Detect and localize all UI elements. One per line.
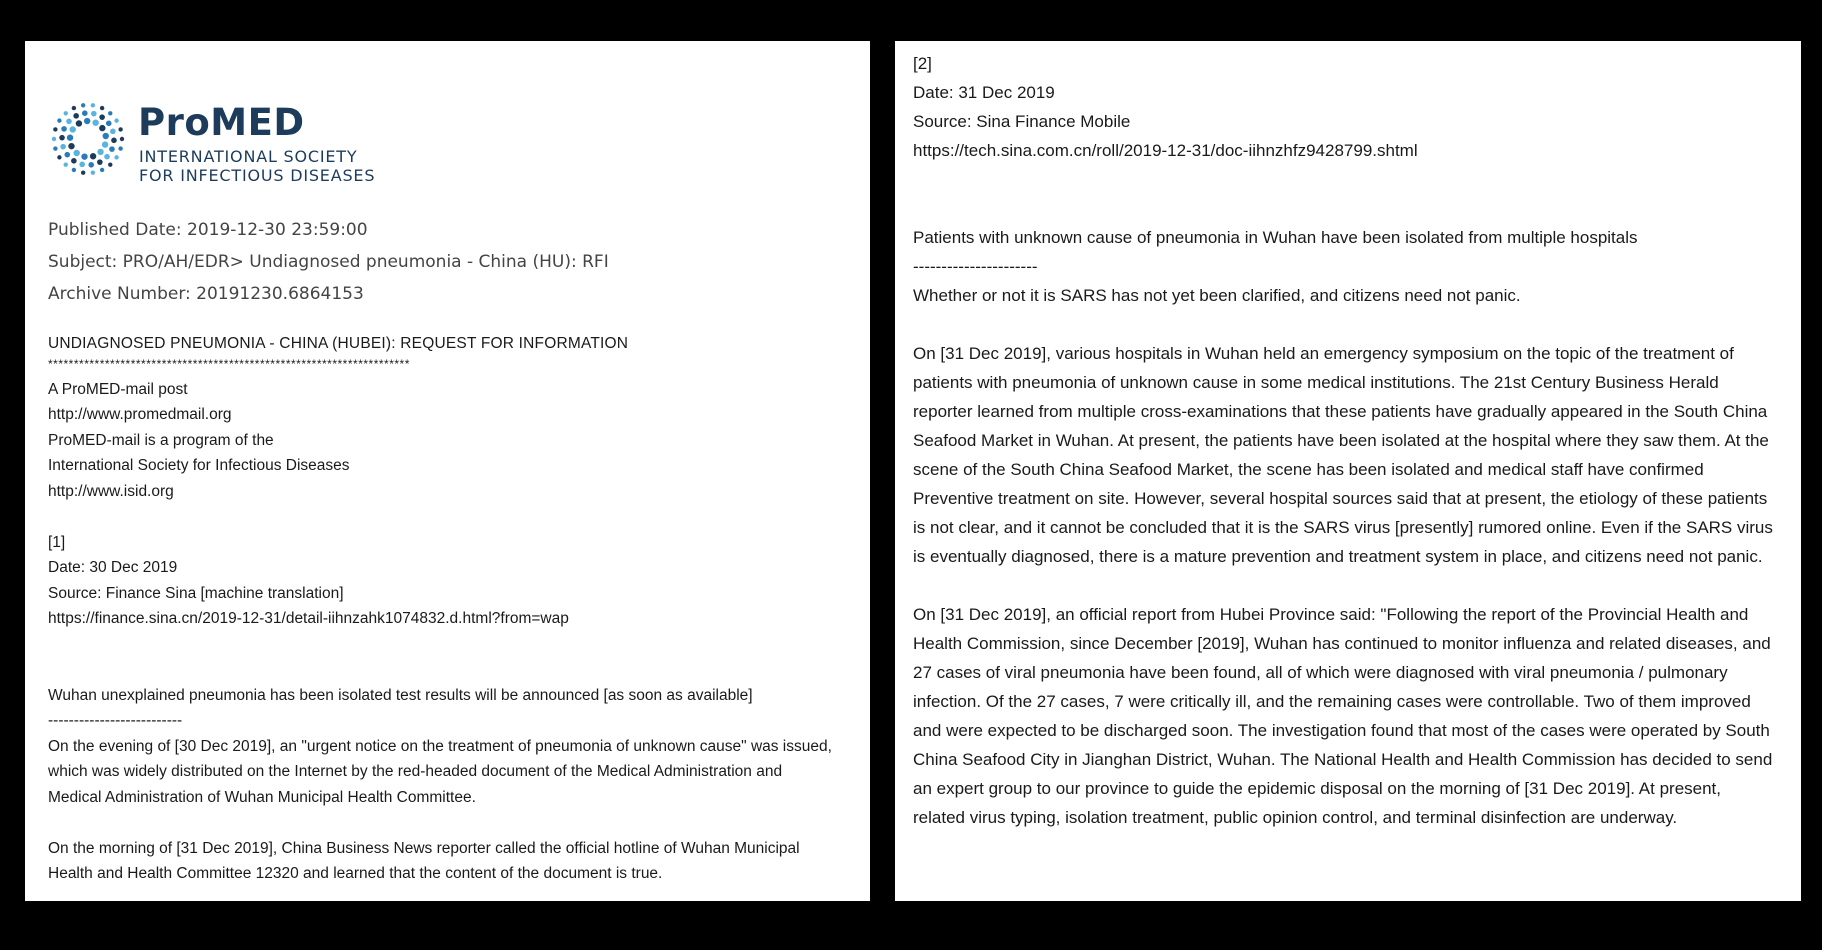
logo-dot — [114, 155, 118, 159]
logo-dot — [100, 168, 104, 172]
logo-dot — [76, 120, 82, 126]
logo-dot — [57, 155, 61, 159]
logo-dot — [114, 118, 118, 122]
logo-dot — [64, 111, 68, 115]
logo-dot — [118, 146, 122, 150]
logo-dot — [104, 154, 110, 160]
subject: Subject: PRO/AH/EDR> Undiagnosed pneumonia - China (HU): RFI — [48, 252, 609, 272]
article-headline: Wuhan unexplained pneumonia has been isolated test results will be announced [as soon as available] — [48, 686, 753, 704]
logo-dot — [57, 118, 61, 122]
logo-dot — [53, 146, 57, 150]
article-subhead: Whether or not it is SARS has not yet been clarified, and citizens need not panic. — [913, 286, 1521, 305]
logo-dot — [111, 138, 117, 144]
source-date: Date: 31 Dec 2019 — [913, 83, 1055, 102]
post-intro: A ProMED-mail post — [48, 380, 188, 398]
logo-dot — [109, 146, 115, 152]
logo-name: ProMED — [138, 101, 305, 144]
logo-dot — [108, 163, 112, 167]
logo-dot — [108, 111, 112, 115]
logo-dot — [66, 119, 72, 125]
logo-dot — [61, 126, 67, 132]
right-body — [913, 49, 1776, 832]
logo-dot — [90, 153, 96, 159]
logo-dot — [67, 134, 73, 140]
logo-dot — [103, 133, 109, 139]
logo-dot — [84, 118, 90, 124]
logo-dot — [97, 159, 103, 165]
logo-dot — [73, 150, 79, 156]
logo-dot — [92, 120, 98, 126]
logo-dot — [88, 162, 94, 168]
logo-dot — [52, 137, 56, 141]
logo-dot — [59, 135, 65, 141]
source-name: Source: Finance Sina [machine translation] — [48, 584, 344, 602]
logo-dot — [70, 126, 76, 132]
logo-dot — [91, 111, 97, 117]
logo-dot — [72, 168, 76, 172]
separator-dashes: ---------------------- — [913, 257, 1038, 276]
logo-dot — [82, 110, 88, 116]
logo-dot — [81, 103, 85, 107]
logo-dot — [99, 125, 105, 131]
left-document-panel — [25, 41, 870, 901]
logo-dot — [110, 129, 116, 135]
logo-dot — [118, 127, 122, 131]
logo-dot — [91, 103, 95, 107]
logo-dot — [81, 153, 87, 159]
article-headline: Patients with unknown cause of pneumonia in Wuhan have been isolated from multiple hospitals — [913, 228, 1638, 247]
society-line: International Society for Infectious Diseases — [48, 457, 350, 474]
promed-url-link[interactable]: http://www.promedmail.org — [48, 406, 232, 423]
separator-dashes: -------------------------- — [48, 712, 183, 729]
logo-dot — [81, 170, 85, 174]
isid-url-link[interactable]: http://www.isid.org — [48, 482, 174, 500]
program-line: ProMED-mail is a program of the — [48, 431, 274, 449]
reference-number: [2] — [913, 54, 932, 73]
article-paragraph: On [31 Dec 2019], various hospitals in Wuhan held an emergency symposium on the topic of the treatment of patients with pneumonia of unknown cause in some medical institutions. The 21st Century Business Herald reporter learned from multiple cross-examinations that these patients have gradually appeared in the South China Seafood Market in Wuhan. At present, the patients have been isolated at the hospital where they saw them. At the scene of the South China Seafood Market, the scene has been isolated and medical staff have confirmed Preventive treatment on site. However, several hospital sources said that at present, the etiology of these patients is not clear, and it cannot be concluded that it is the SARS virus [presently] rumored online. Even if the SARS virus is eventually diagnosed, there is a mature prevention and treatment system in place, and citizens need not panic. — [913, 344, 1773, 566]
logo-dot — [102, 141, 108, 147]
post-meta — [48, 214, 609, 310]
logo-org-line2: FOR INFECTIOUS DISEASES — [139, 166, 376, 185]
logo-dot — [99, 114, 105, 120]
right-document-panel — [895, 41, 1801, 901]
logo-dot — [64, 163, 68, 167]
logo-dot — [53, 127, 57, 131]
logo-dot — [71, 158, 77, 164]
logo-dot — [106, 121, 112, 127]
logo-dot — [91, 170, 95, 174]
post-title: UNDIAGNOSED PNEUMONIA - CHINA (HUBEI): REQUEST FOR INFORMATION — [48, 335, 629, 352]
archive-number: Archive Number: 20191230.6864153 — [48, 284, 364, 304]
article-paragraph: On [31 Dec 2019], an official report from Hubei Province said: "Following the report of the Provincial Health and Health Commission, since December [2019], Wuhan has continued to monitor influenza and related diseases, and 27 cases of viral pneumonia have been found, all of which were diagnosed with viral pneumonia / pulmonary infection. Of the 27 cases, 7 were critically ill, and the remaining cases were controllable. Two of them improved and were expected to be discharged soon. The investigation found that most of the cases were operated by South China Seafood City in Jianghan District, Wuhan. The National Health and Health Commission has decided to send an expert group to our province to guide the epidemic disposal on the morning of [31 Dec 2019]. At present, related virus typing, isolation treatment, public opinion control, and terminal disinfection are underway. — [913, 605, 1773, 827]
logo-dot — [68, 143, 74, 149]
reference-number: [1] — [48, 533, 66, 551]
logo-dot — [72, 106, 76, 110]
logo-dot — [64, 152, 70, 158]
logo-dot — [79, 162, 85, 168]
separator-stars: ********************************************************************** — [48, 356, 410, 371]
source-date: Date: 30 Dec 2019 — [48, 559, 178, 576]
logo-dot — [73, 113, 79, 119]
source-link[interactable]: https://tech.sina.com.cn/roll/2019-12-31/doc-iihnzhfz9428799.shtml — [913, 141, 1418, 160]
promed-dots-icon — [48, 99, 128, 179]
source-link[interactable]: https://finance.sina.cn/2019-12-31/detail-iihnzahk1074832.d.html?from=wap — [48, 610, 569, 627]
promed-logo — [48, 99, 378, 185]
logo-dot — [120, 137, 124, 141]
logo-dot — [100, 106, 104, 110]
logo-org-line1: INTERNATIONAL SOCIETY — [139, 147, 358, 166]
left-body — [48, 331, 834, 887]
logo-org — [139, 147, 375, 185]
logo-dot — [97, 149, 103, 155]
source-name: Source: Sina Finance Mobile — [913, 112, 1131, 131]
article-paragraph: On the evening of [30 Dec 2019], an "urgent notice on the treatment of pneumonia of unknown cause" was issued, which was widely distributed on the Internet by the red-headed document of the Medical Administration and Medical Administration of Wuhan Municipal Health Committee. — [48, 737, 832, 806]
published-date: Published Date: 2019-12-30 23:59:00 — [48, 220, 368, 240]
logo-dot — [60, 144, 66, 150]
article-paragraph: On the morning of [31 Dec 2019], China Business News reporter called the official hotline of Wuhan Municipal Health and Health Committee 12320 and learned that the content of the document is true. — [48, 839, 800, 882]
